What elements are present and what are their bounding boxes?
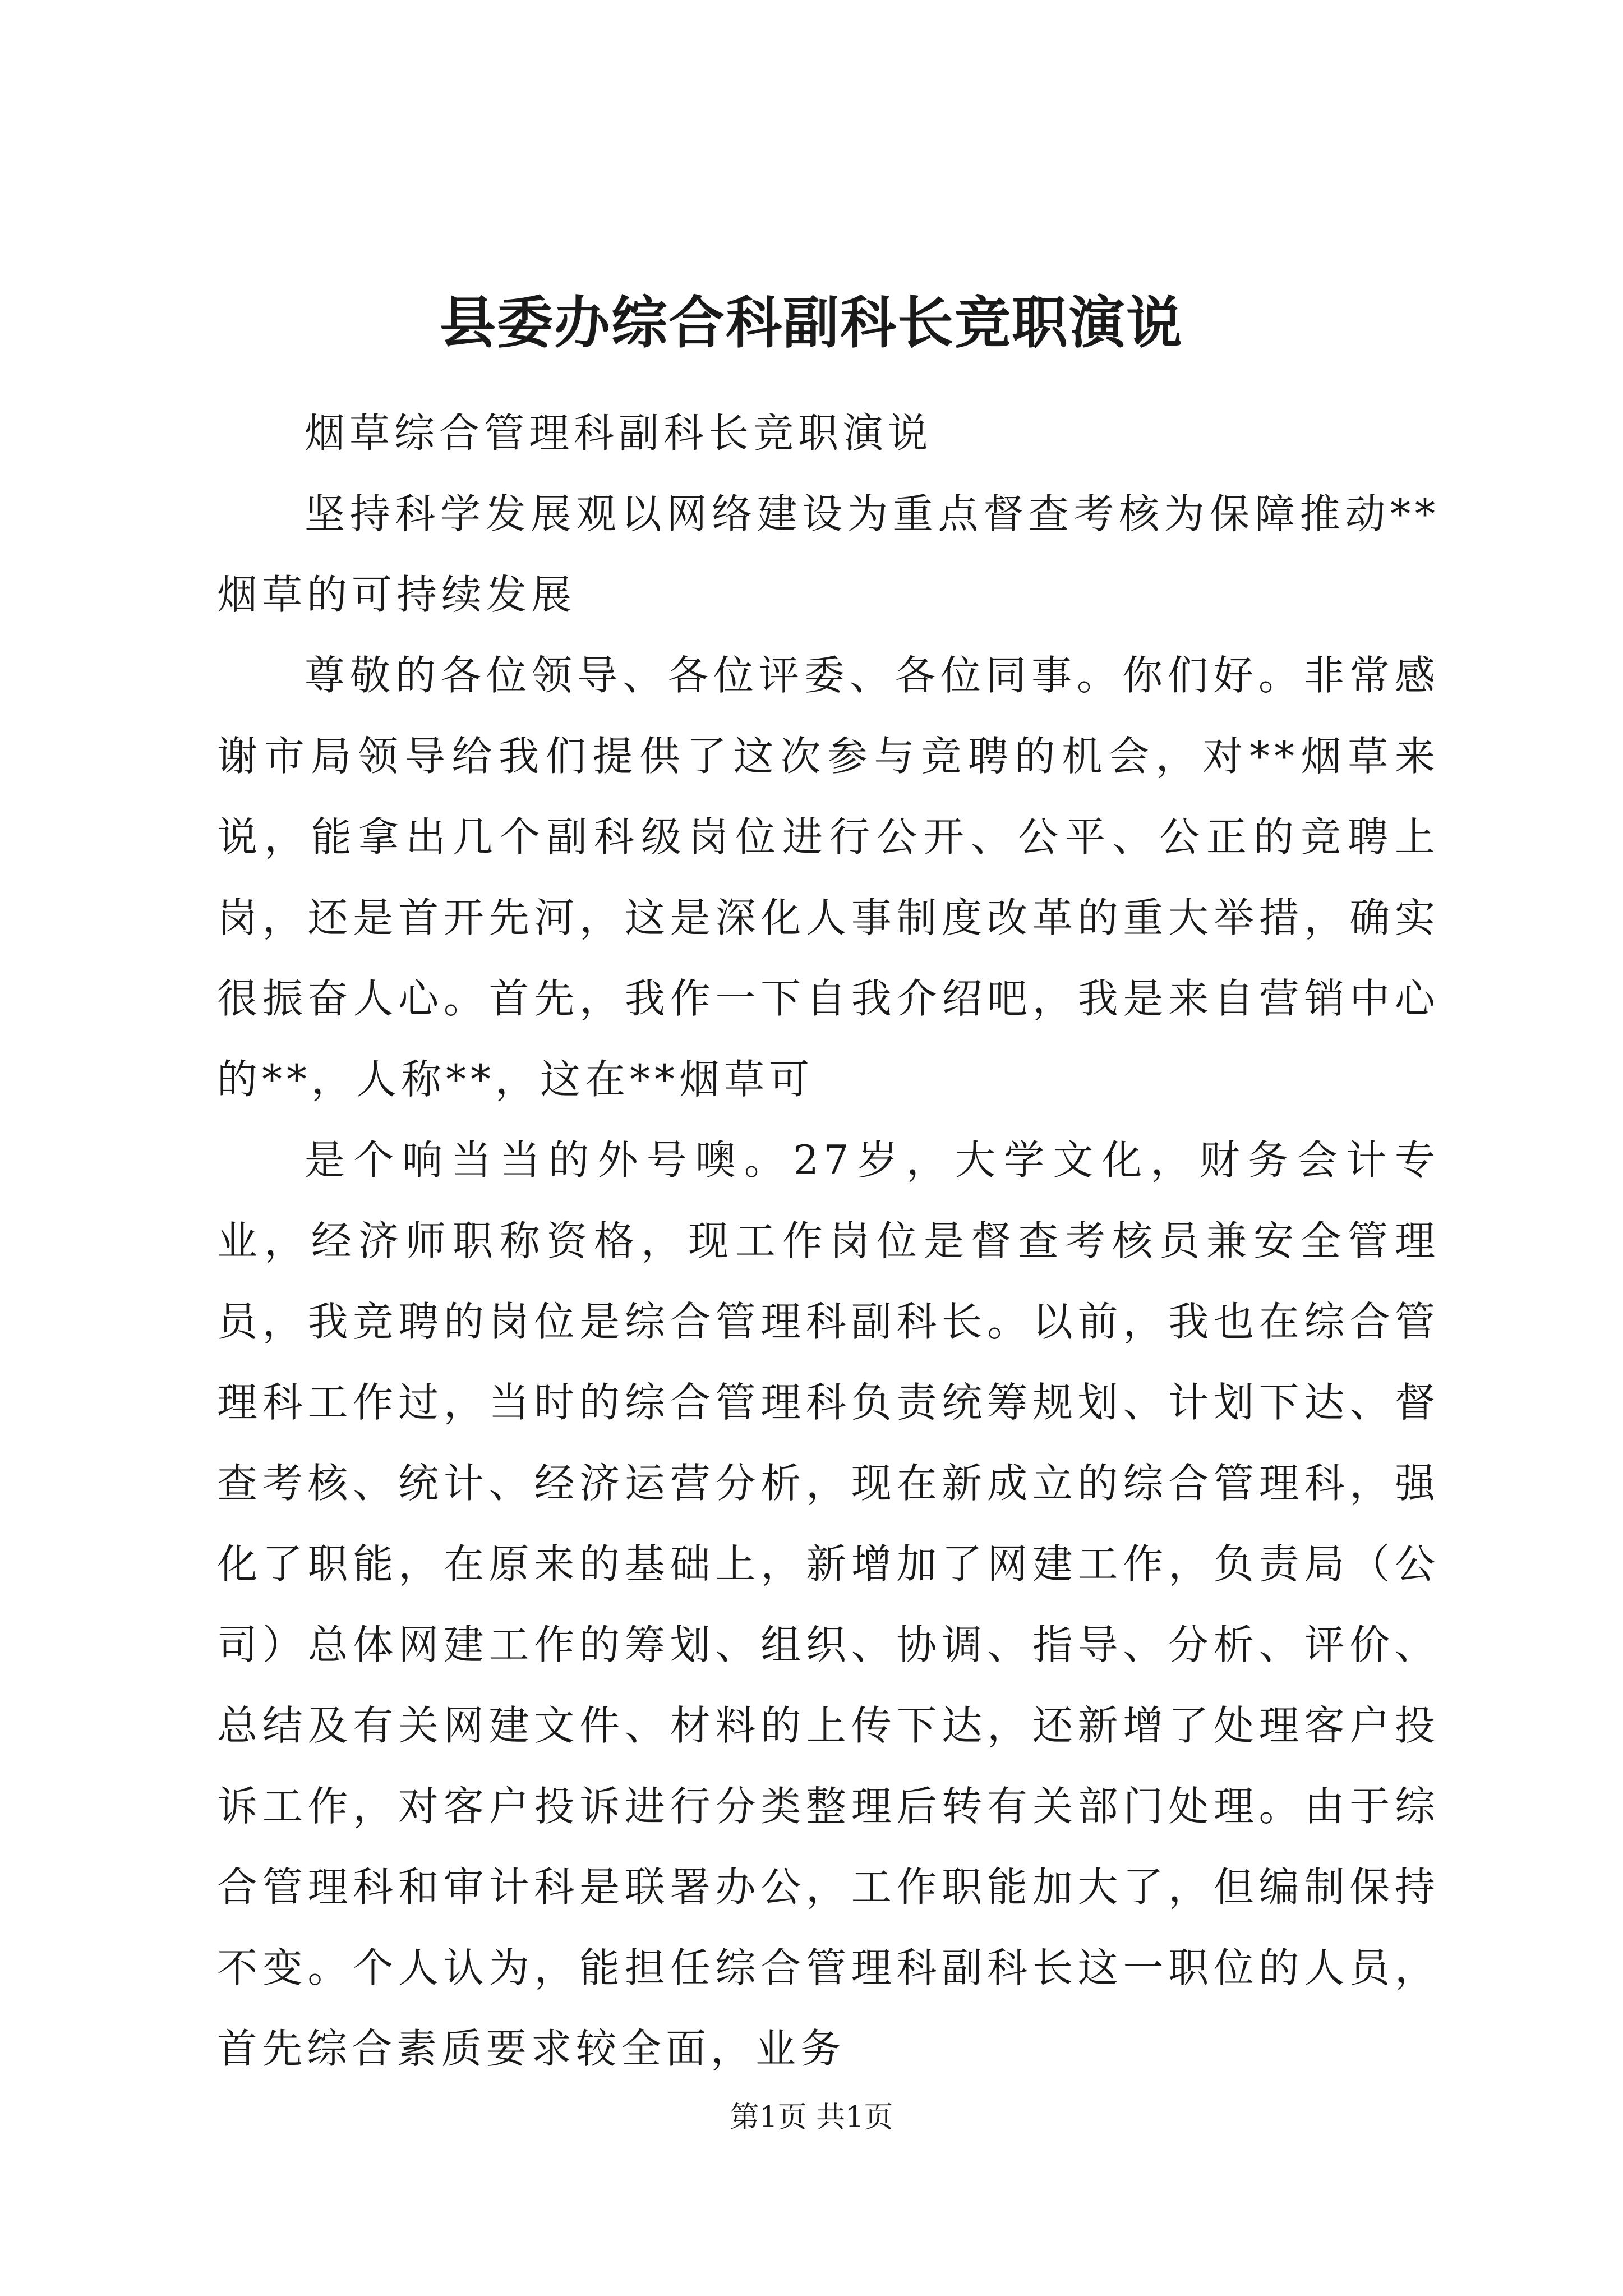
paragraph-introduction: 是个响当当的外号噢。27岁，大学文化，财务会计专业，经济师职称资格，现工作岗位是督查考核员兼安全管理员，我竞聘的岗位是综合管理科副科长。以前，我也在综合管理科工作过，当时的综合管理科负责统筹规划、计划下达、督查考核、统计、经济运营分析，现在新成立的综合管理科，强化了职能，在原来的基础上，新增加了网建工作，负责局（公司）总体网建工作的筹划、组织、协调、指导、分析、评价、总结及有关网建文件、材料的上传下达，还新增了处理客户投诉工作，对客户投诉进行分类整理后转有关部门处理。由于综合管理科和审计科是联署办公，工作职能加大了，但编制保持不变。个人认为，能担任综合管理科副科长这一职位的人员，首先综合素质要求较全面，业务 [217, 1137, 1440, 2072]
document-body [217, 393, 1440, 2089]
paragraph-theme: 坚持科学发展观以网络建设为重点督查考核为保障推动**烟草的可持续发展 [217, 490, 1440, 618]
paragraph-greeting: 尊敬的各位领导、各位评委、各位同事。你们好。非常感谢市局领导给我们提供了这次参与竞聘的机会，对**烟草来说，能拿出几个副科级岗位进行公开、公平、公正的竞聘上岗，还是首开先河，这是深化人事制度改革的重大举措，确实很振奋人心。首先，我作一下自我介绍吧，我是来自营销中心的**，人称**，这在**烟草可 [217, 652, 1440, 1103]
paragraph-subtitle: 烟草综合管理科副科长竞职演说 [305, 409, 933, 457]
page-footer: 第1页 共1页 [730, 2101, 893, 2134]
document-title: 县委办综合科副科长竞职演说 [440, 289, 1183, 356]
